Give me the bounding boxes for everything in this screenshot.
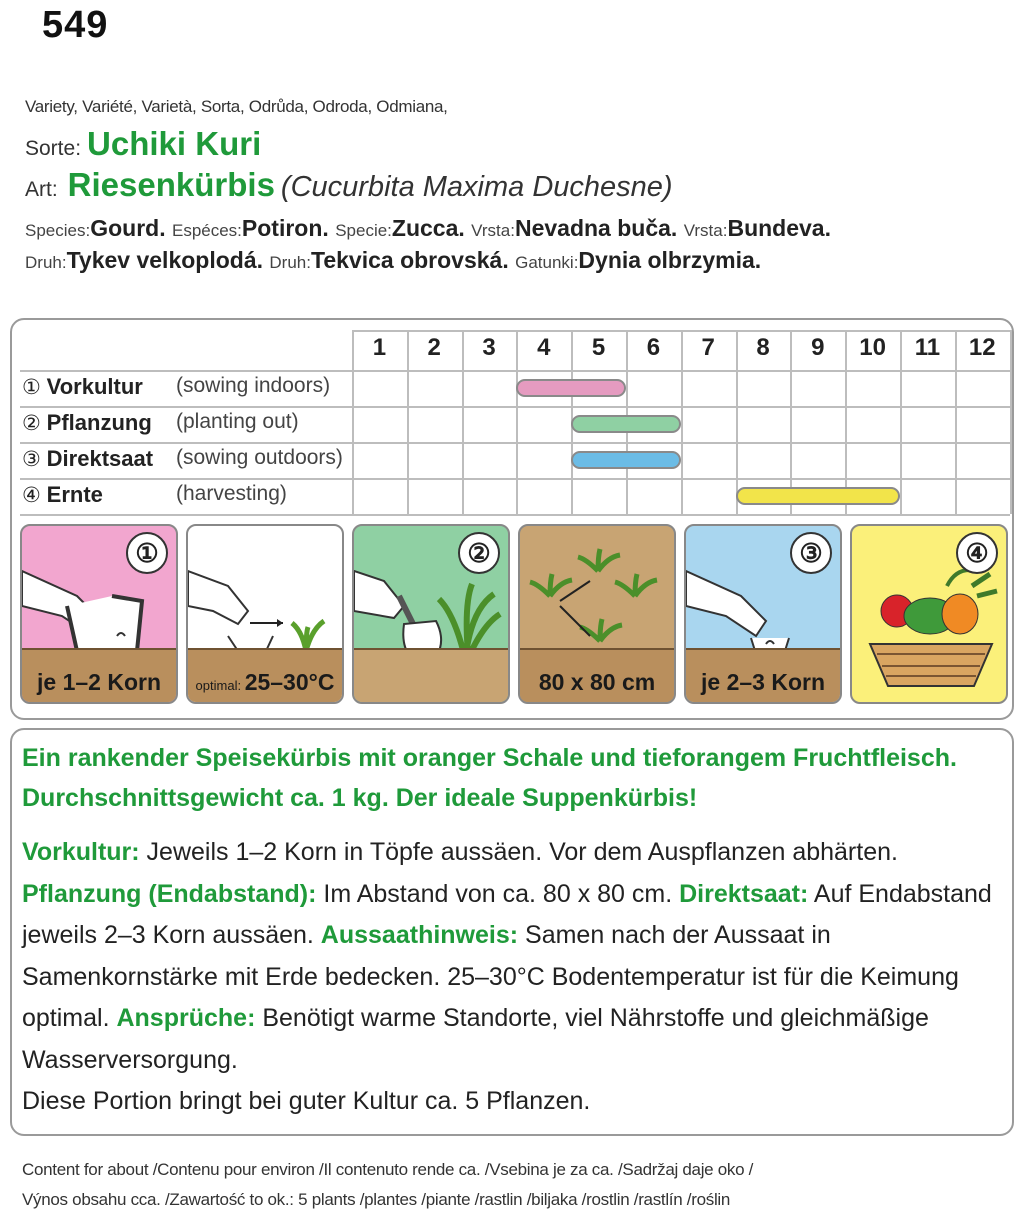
step-caption-value: je 1–2 Korn [37,669,161,695]
calendar-gridline [20,406,1010,408]
species-lang-label: Espéces: [171,221,242,240]
calendar-gridline [1010,330,1012,514]
content-footer [22,1155,1012,1215]
species-lang-label: Druh: [25,253,67,272]
description-heading: Ansprüche: [116,1004,256,1032]
species-translation: Zucca. [391,215,472,241]
step-caption [22,669,176,696]
calendar-row-number: ③ [22,448,47,471]
species-translation: Gourd. [90,215,172,241]
packet-number: 549 [42,4,109,46]
description-heading: Pflanzung (Endabstand): [22,879,317,908]
step-number-badge: ③ [790,532,832,574]
calendar-gridline [20,442,1010,444]
calendar-month-3: 3 [482,334,496,361]
step-pictogram-3 [352,524,510,704]
step-pictogram-1 [20,524,178,704]
description-text: Benötigt warme Standorte, viel Nährstoffe und gleichmäßige Wasserversorgung. [22,1004,929,1074]
species-name: Riesenkürbis [67,166,275,203]
description-text: Jeweils 1–2 Korn in Töpfe aussäen. Vor dem Auspflanzen abhärten. [139,838,898,866]
species-lang-label: Vrsta: [683,221,728,240]
species-translation: Tekvica obrovská. [310,247,516,273]
step-number-badge: ② [458,532,500,574]
description-heading: Direktsaat: [679,879,809,908]
description-text: Samen nach der Aussaat in Samenkornstärke mit Erde bedecken. 25–30°C Bodentemperatur ist für die Keimung optimal. [22,921,959,1032]
step-pictogram-6 [850,524,1008,704]
calendar-bar-vorkultur [516,379,626,397]
calendar-row-name: Vorkultur [46,374,143,399]
calendar-month-1: 1 [372,334,387,361]
calendar-row-label [22,374,331,400]
calendar-month-4: 4 [537,334,551,361]
calendar-gridline [20,478,1010,480]
footer-line-2: Výnos obsahu cca. /Zawartość to ok.: 5 plants /plantes /piante /rastlin /biljaka /rostlin /rastlín /roślin [22,1190,731,1209]
step-caption-label: optimal: [195,678,245,693]
description-heading: Vorkultur: [22,838,140,866]
species-lang-label: Vrsta: [471,221,515,240]
step-number-badge: ④ [956,532,998,574]
step-pictogram-5 [684,524,842,704]
variety-languages: Variety, Variété, Varietà, Sorta, Odrůda, Odroda, Odmiana, [25,97,448,116]
calendar-row-translation: (sowing indoors) [176,374,331,397]
species-translations-line1 [25,215,831,242]
calendar-row-name: Direktsaat [46,446,154,471]
calendar-row-number: ① [22,376,47,399]
step-caption [188,669,342,696]
calendar-row-translation: (planting out) [176,410,299,433]
species-translations-line2 [25,247,761,274]
calendar-row-translation: (sowing outdoors) [176,446,343,469]
calendar-month-5: 5 [591,334,606,361]
species-translation: Potiron. [241,215,336,241]
variety-name: Uchiki Kuri [87,125,262,162]
calendar-gridline [20,370,1010,372]
latin-name: (Cucurbita Maxima Duchesne) [280,171,673,203]
species-translation: Tykev velkoplodá. [66,247,270,273]
description-intro: Ein rankender Speisekürbis mit oranger Schale und tieforangem Fruchtfleisch. Durchschnittsgewicht ca. 1 kg. Der ideale Suppenkürbis! [22,744,957,812]
art-label: Art: [25,178,58,201]
step-caption-value: je 2–3 Korn [701,669,825,695]
species-translation: Dynia olbrzymia. [578,247,762,273]
species-lang-label: Species: [25,221,91,240]
description-text: Im Abstand von ca. 80 x 80 cm. [316,879,680,908]
species-name-row [25,166,673,204]
calendar-row-label [22,446,343,472]
description-text: Auf Endabstand jeweils 2–3 Korn aussäen. [22,879,992,949]
species-lang-label: Gatunki: [515,253,579,272]
calendar-row-name: Pflanzung [46,410,152,435]
footer-line-1: Content for about /Contenu pour environ /Il contenuto rende ca. /Vsebina je za ca. /Sadržaj daje oko / [22,1160,754,1179]
step-caption [686,669,840,696]
species-lang-label: Specie: [335,221,392,240]
calendar-bar-ernte [736,487,900,505]
calendar-month-8: 8 [756,334,770,361]
step-caption-value: 80 x 80 cm [538,669,656,695]
description-heading: Aussaathinweis: [320,921,519,949]
description-closing: Diese Portion bringt bei guter Kultur ca. 5 Pflanzen. [22,1087,591,1115]
variety-name-row [25,125,261,163]
calendar-bar-pflanzung [571,415,681,433]
calendar-month-6: 6 [646,334,661,361]
calendar-row-number: ② [22,412,47,435]
step-caption [520,669,674,696]
step-number-badge: ① [126,532,168,574]
sorte-label: Sorte: [25,137,82,160]
calendar-month-9: 9 [811,334,825,361]
calendar-month-2: 2 [427,334,441,361]
species-translation: Bundeva. [727,215,831,241]
calendar-bar-direktsaat [571,451,681,469]
calendar-row-name: Ernte [46,482,103,507]
species-translation: Nevadna buča. [514,215,684,241]
calendar-month-7: 7 [701,334,715,361]
step-caption-value: 25–30°C [244,669,335,695]
step-pictogram-2 [186,524,344,704]
calendar-gridline [20,514,1010,516]
calendar-row-label [22,482,287,508]
soil-strip [354,648,508,702]
calendar-month-12: 12 [968,334,996,361]
species-lang-label: Druh: [269,253,311,272]
calendar-row-label [22,410,299,436]
step-pictogram-4 [518,524,676,704]
calendar-row-translation: (harvesting) [176,482,287,505]
calendar-month-11: 11 [914,334,941,361]
calendar-row-number: ④ [22,484,47,507]
calendar-month-10: 10 [859,334,886,361]
description-body [22,832,1007,1123]
